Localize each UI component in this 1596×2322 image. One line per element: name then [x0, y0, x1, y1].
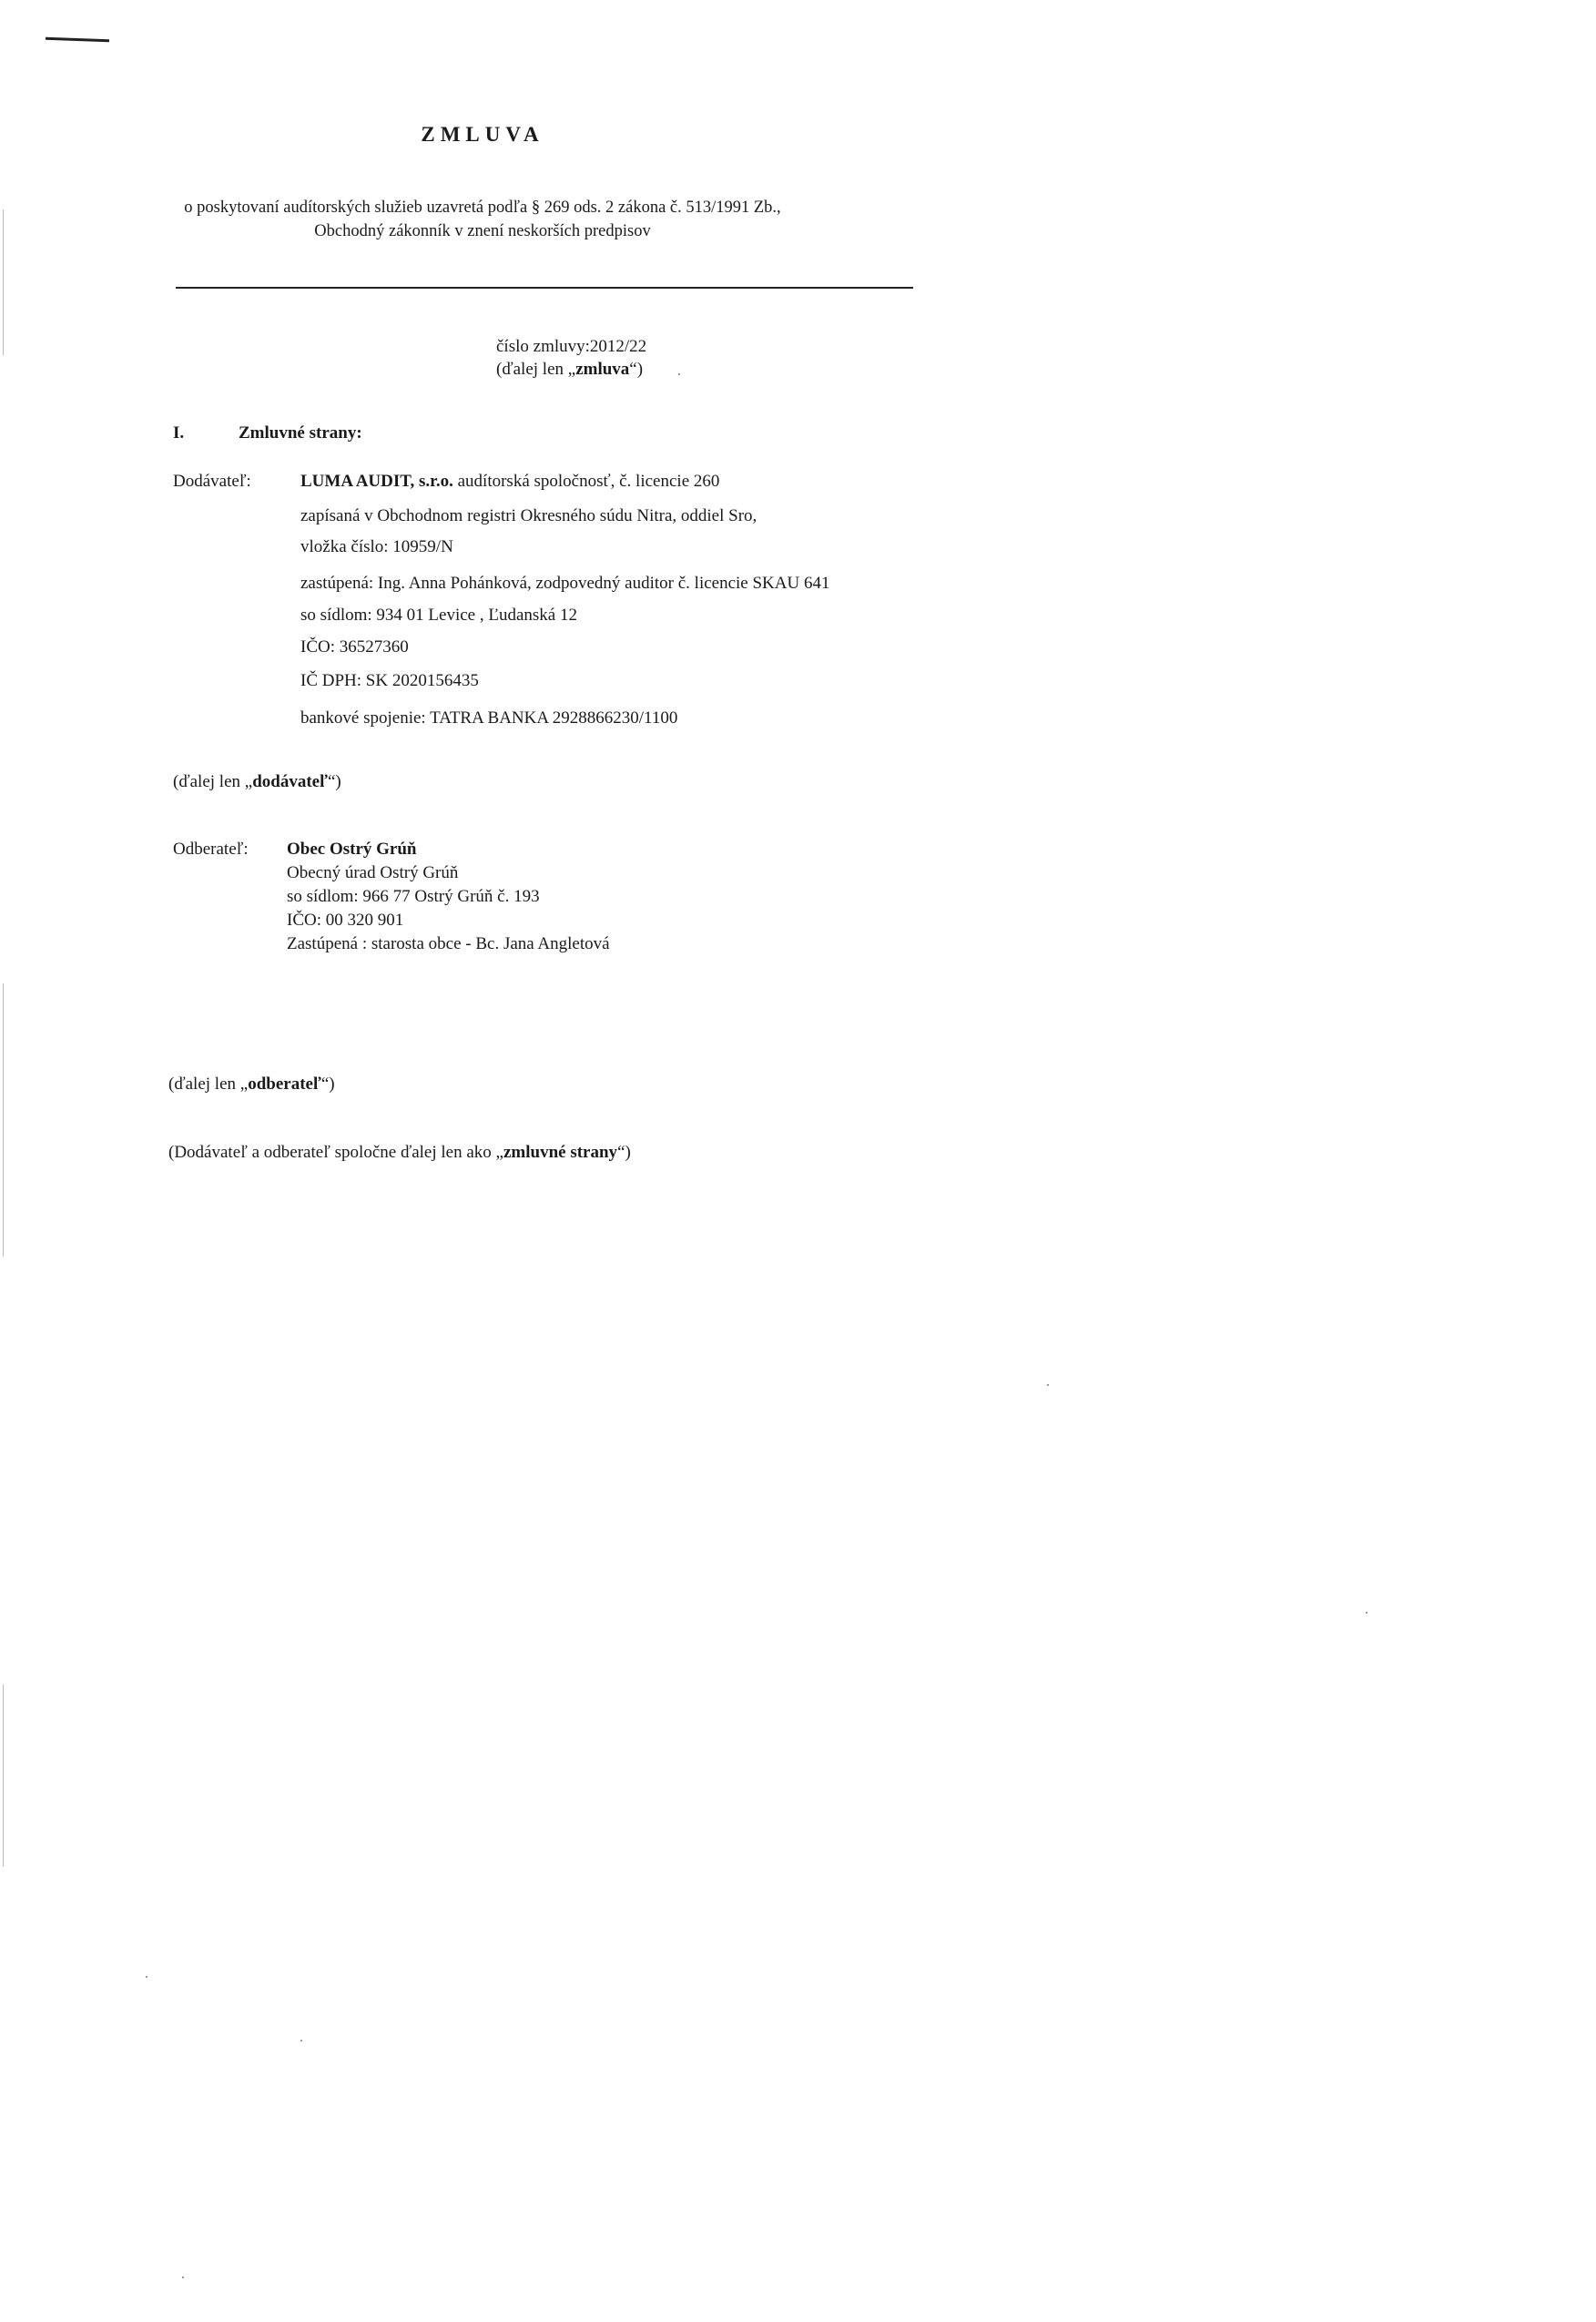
supplier-label: Dodávateľ: [173, 472, 251, 491]
supplier-alias-term: dodávateľ [252, 772, 328, 791]
scan-speck [146, 1976, 147, 1978]
scan-edge-artifact [3, 983, 4, 1257]
customer-alias-prefix: (ďalej len „ [168, 1074, 249, 1094]
supplier-insert: vložka číslo: 10959/N [300, 537, 453, 556]
parties-note-term: zmluvné strany [503, 1143, 618, 1162]
contract-alias-suffix: “) [629, 360, 644, 379]
document-subtitle-line2: Obchodný zákonník v znení neskorších predpisov [314, 222, 651, 240]
supplier-ic-dph: IČ DPH: SK 2020156435 [300, 671, 479, 690]
supplier-ico: IČO: 36527360 [300, 637, 409, 657]
supplier-company-name: LUMA AUDIT, s.r.o. [300, 472, 453, 491]
section-heading: Zmluvné strany: [239, 423, 362, 443]
supplier-seat: so sídlom: 934 01 Levice , Ľudanská 12 [300, 606, 577, 625]
scan-speck [1047, 1384, 1049, 1386]
parties-note-suffix: “) [617, 1143, 631, 1162]
supplier-name [300, 472, 719, 492]
supplier-bank: bankové spojenie: TATRA BANKA 2928866230/1100 [300, 708, 678, 728]
contract-number: číslo zmluvy:2012/22 [496, 337, 647, 356]
scan-speck [1366, 1612, 1367, 1614]
customer-ico: IČO: 00 320 901 [287, 911, 404, 930]
customer-name: Obec Ostrý Grúň [287, 840, 417, 859]
parties-note-prefix: (Dodávateľ a odberateľ spoločne ďalej len ako „ [168, 1143, 503, 1162]
contract-alias-prefix: (ďalej len „ [496, 360, 576, 379]
customer-office: Obecný úrad Ostrý Grúň [287, 863, 459, 882]
customer-seat: so sídlom: 966 77 Ostrý Grúň č. 193 [287, 887, 540, 906]
supplier-alias-prefix: (ďalej len „ [173, 772, 253, 791]
scan-corner-mark [46, 37, 109, 42]
supplier-represented: zastúpená: Ing. Anna Pohánková, zodpovedný auditor č. licencie SKAU 641 [300, 574, 830, 593]
document-subtitle-line1: o poskytovaní audítorských služieb uzavretá podľa § 269 ods. 2 zákona č. 513/1991 Zb., [184, 199, 781, 217]
scan-speck [300, 2040, 302, 2042]
document-title: ZMLUVA [421, 123, 544, 146]
scan-speck [678, 373, 680, 375]
scan-edge-artifact [3, 1685, 4, 1867]
supplier-alias [173, 772, 341, 792]
supplier-register: zapísaná v Obchodnom registri Okresného súdu Nitra, oddiel Sro, [300, 506, 757, 525]
header-divider [176, 287, 913, 289]
customer-alias-term: odberateľ [248, 1074, 321, 1094]
customer-alias-suffix: “) [320, 1074, 335, 1094]
supplier-alias-suffix: “) [328, 772, 341, 791]
customer-alias [168, 1074, 335, 1095]
contract-alias [496, 360, 643, 380]
contract-alias-term: zmluva [575, 360, 630, 379]
section-number: I. [173, 423, 185, 443]
supplier-company-desc: audítorská spoločnosť, č. licencie 260 [452, 472, 720, 491]
customer-label: Odberateľ: [173, 840, 249, 859]
scan-speck [182, 2276, 184, 2278]
customer-represented: Zastúpená : starosta obce - Bc. Jana Angletová [287, 934, 610, 953]
parties-note [168, 1143, 631, 1163]
